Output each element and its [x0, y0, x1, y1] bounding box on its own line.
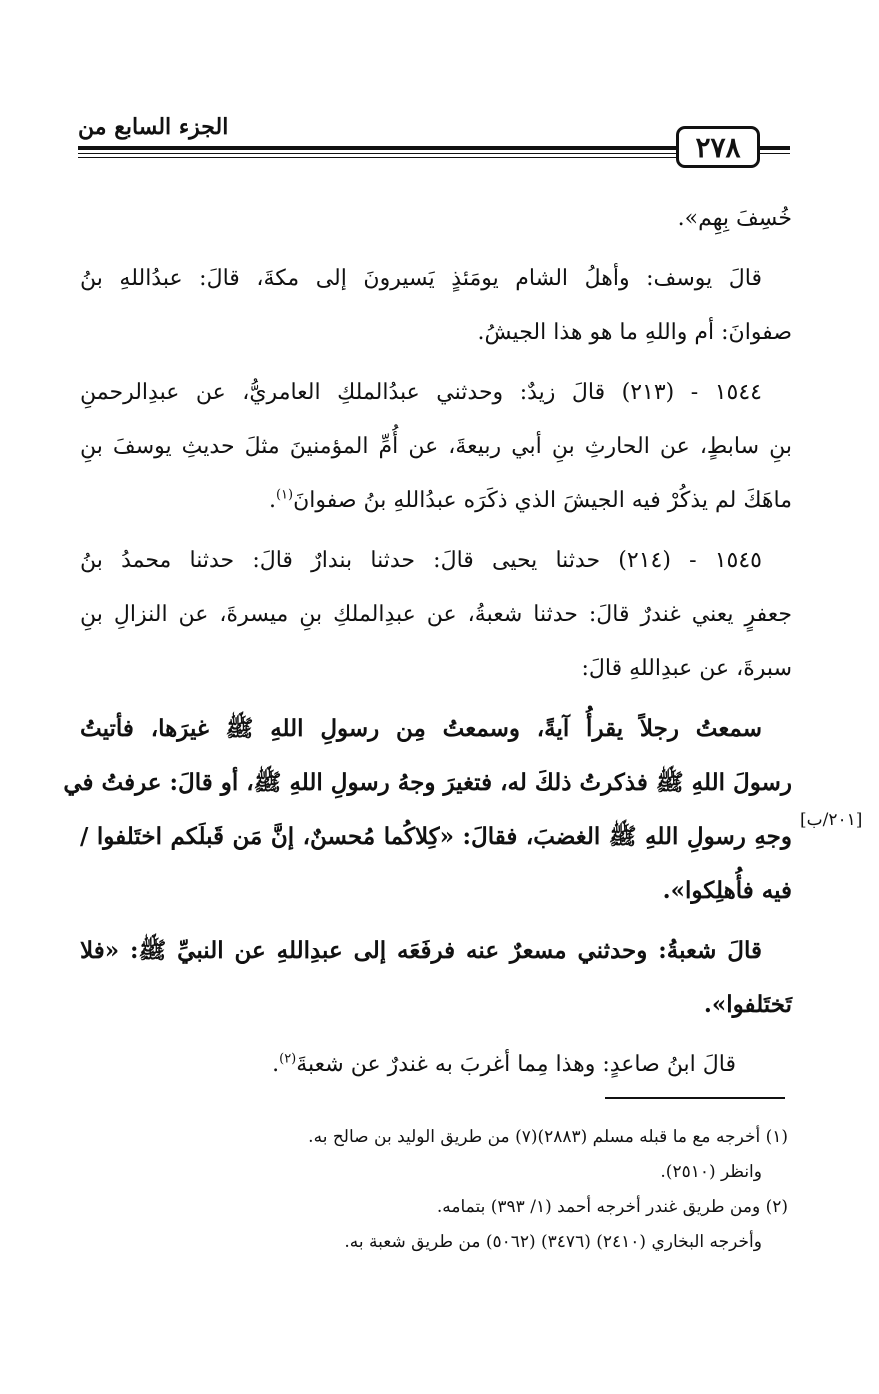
hadith-text-line: تَختَلفوا».	[703, 991, 792, 1018]
hadith-text-line: فيه فأُهلِكوا».	[662, 877, 792, 904]
text-line: سبرةَ، عن عبدِاللهِ قالَ:	[581, 656, 792, 681]
footnote-line: وانظر (٢٥١٠).	[660, 1162, 762, 1182]
page-number: ٢٧٨	[676, 126, 760, 168]
header-rule-thin	[78, 153, 676, 154]
manuscript-folio-note: [٢٠١/ب]	[800, 810, 863, 830]
text-line	[80, 1038, 792, 1092]
text-line: قالَ يوسف: وأهلُ الشام يومَئذٍ يَسيرونَ إلى مكةَ، قالَ: عبدُاللهِ بنُ	[80, 266, 762, 291]
footnotes	[170, 1120, 788, 1260]
header-rule-right	[760, 146, 790, 150]
footnote-line: (١) أخرجه مع ما قبله مسلم (٢٨٨٣)(٧) من طريق الوليد بن صالح به.	[308, 1127, 788, 1147]
footnote-line: (٢) ومن طريق غندر أخرجه أحمد (١/ ٣٩٣) بتمامه.	[436, 1197, 788, 1217]
footnote-separator	[605, 1097, 785, 1099]
text-line	[80, 474, 792, 528]
text-line: جعفرٍ يعني غندرٌ قالَ: حدثنا شعبةُ، عن عبدِالملكِ بنِ ميسرةَ، عن النزالِ بنِ	[80, 602, 792, 627]
footnote-marker: (٢)	[279, 1051, 297, 1067]
text-line-segment: قالَ ابنُ صاعدٍ: وهذا مِما أغربَ به غندرٌ عن شعبةَ	[296, 1052, 736, 1077]
text-line: خُسِفَ بِهِم».	[677, 206, 792, 231]
page-header	[78, 112, 790, 182]
text-line: بنِ سابطٍ، عن الحارثِ بنِ أبي ربيعةَ، عن أُمِّ المؤمنينَ مثلَ حديثِ يوسفَ بنِ	[80, 434, 792, 459]
main-text	[63, 192, 792, 1092]
header-rule-thin-2	[78, 157, 676, 158]
hadith-1544-line: ١٥٤٤ - (٢١٣) قالَ زيدٌ: وحدثني عبدُالملكِ العامريُّ، عن عبدِالرحمنِ	[80, 380, 762, 405]
hadith-text-line: سمعتُ رجلاً يقرأُ آيةً، وسمعتُ مِن رسولِ اللهِ ﷺ غيرَها، فأتيتُ	[80, 715, 762, 742]
hadith-text-line: رسولَ اللهِ ﷺ فذكرتُ ذلكَ له، فتغيرَ وجهُ رسولِ اللهِ ﷺ، أو قالَ: عرفتُ في	[63, 769, 792, 796]
header-rule-right-thin	[760, 153, 790, 154]
text-line-segment: ماهَكَ لم يذكُرْ فيه الجيشَ الذي ذكَرَه عبدُاللهِ بنُ صفوانَ	[293, 488, 792, 513]
running-title: الجزء السابع من	[78, 114, 229, 140]
text-line: صفوانَ: أم واللهِ ما هو هذا الجيشُ.	[477, 320, 792, 345]
hadith-1545-line: ١٥٤٥ - (٢١٤) حدثنا يحيى قالَ: حدثنا بندارٌ قالَ: حدثنا محمدُ بنُ	[80, 548, 762, 573]
footnote-line: وأخرجه البخاري (٢٤١٠) (٣٤٧٦) (٥٠٦٢) من طريق شعبة به.	[344, 1232, 762, 1252]
header-rule	[78, 146, 676, 150]
line-end: .	[272, 1052, 280, 1077]
footnote-marker: (١)	[275, 487, 294, 503]
line-end: .	[268, 488, 276, 513]
hadith-text-line: قالَ شعبةُ: وحدثني مسعرٌ عنه فرفَعَه إلى عبدِاللهِ عن النبيِّ ﷺ: «فلا	[80, 937, 762, 964]
hadith-text-line: وجهِ رسولِ اللهِ ﷺ الغضبَ، فقالَ: «كِلاكُما مُحسنٌ، إنَّ مَن قَبلَكم اختَلفوا /	[80, 823, 792, 850]
